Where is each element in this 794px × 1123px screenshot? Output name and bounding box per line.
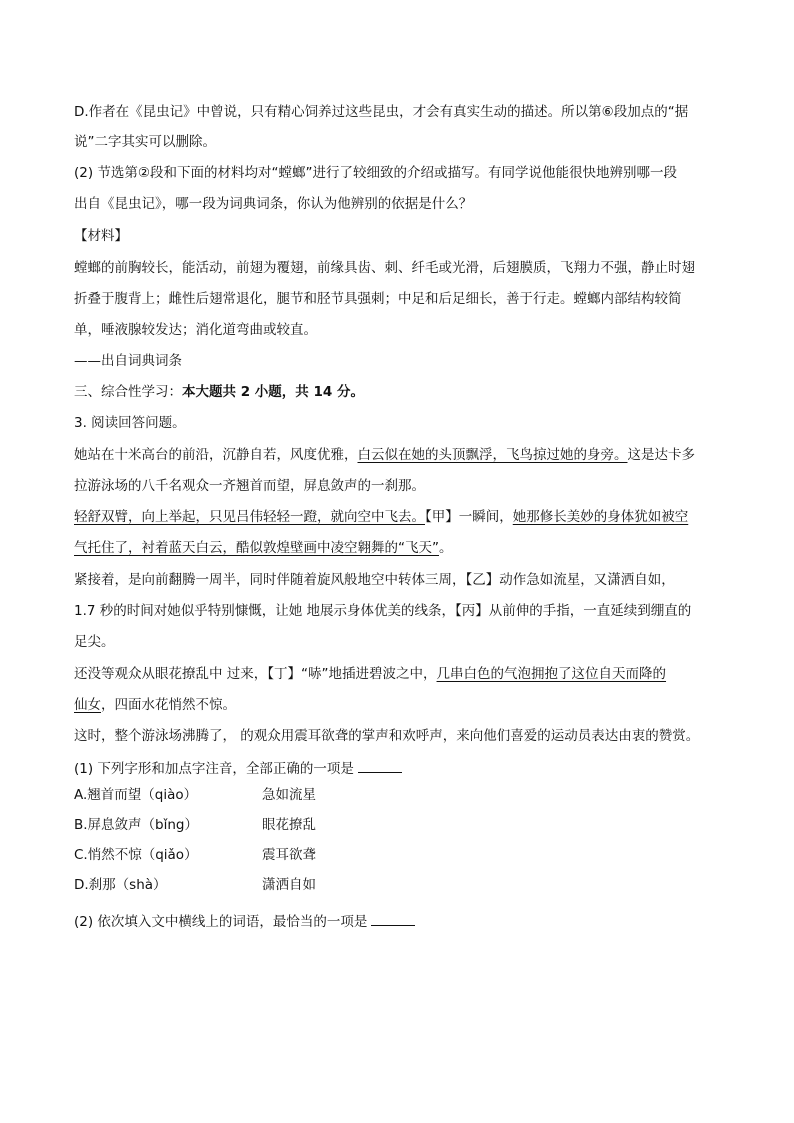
material-line-2: 折叠于腹背上；雌性后翅常退化，腿节和胫节具强刺；中足和后足细长，善于行走。螳螂内部结构较简 [74,291,682,307]
passage-text: 【甲】一瞬间， [425,509,513,525]
passage-p5: 这时，整个游泳场沸腾了， 的观众用震耳欲聋的掌声和欢呼声，来向他们喜爱的运动员表达由衷的赞赏。 [74,728,700,744]
question-2-line-1: (2) 节选第②段和下面的材料均对“螳螂”进行了较细致的介绍或描写。有同学说他能很快地辨别哪一段 [74,165,678,181]
sub-question-2-text: (2) 依次填入文中横线上的词语，最恰当的一项是 [74,914,368,930]
sub-question-1 [74,760,402,778]
answer-blank[interactable] [358,760,402,773]
sub-question-1-text: (1) 下列字形和加点字注音，全部正确的一项是 [74,761,354,777]
option-b-word: 眼花撩乱 [262,817,316,833]
passage-p2-line-2 [74,539,453,557]
sub-question-2 [74,913,415,931]
passage-text: 还没等观众从眼花撩乱中 过来，【丁】“哧”地插进碧波之中， [74,666,437,682]
passage-text: 这是达卡多 [627,447,695,463]
section-3-score-info: 本大题共 2 小题，共 14 分。 [182,384,364,400]
item-d-line-2: 说”二字其实可以删除。 [74,134,216,150]
material-line-1: 螳螂的前胸较长，能活动，前翅为覆翅，前缘具齿、刺、纤毛或光滑，后翅膜质，飞翔力不强，静止时翅 [74,260,695,276]
material-source: ——出自词典词条 [74,353,182,369]
option-b: B.屏息敛声（bǐng） [74,817,198,833]
passage-p2-line-1 [74,508,688,526]
material-heading: 【材料】 [74,228,128,244]
material-line-3: 单，唾液腺较发达；消化道弯曲或较直。 [74,322,317,338]
underlined-text: 白云似在她的头顶飘浮，飞鸟掠过她的身旁。 [357,447,628,463]
passage-p3-line-3: 足尖。 [74,634,115,650]
question-3-title: 3. 阅读回答问题。 [74,415,186,431]
passage-text: 她站在十米高台的前沿，沉静自若，风度优雅， [74,447,358,463]
option-c: C.悄然不惊（qiǎo） [74,847,198,863]
option-a-word: 急如流星 [262,787,316,803]
underlined-text: 轻舒双臂，向上举起，只见吕伟轻轻一蹬，就向空中飞去。 [74,509,425,525]
underlined-text: 气托住了，衬着蓝天白云，酷似敦煌壁画中凌空翱舞的“飞天” [74,540,439,556]
passage-p3-line-2: 1.7 秒的时间对她似乎特别慷慨，让她 地展示身体优美的线条，【丙】从前伸的手指，一直延续到绷直的 [74,603,692,619]
item-d-line-1: D.作者在《昆虫记》中曾说，只有精心饲养过这些昆虫，才会有真实生动的描述。所以第⑥段加点的“据 [74,104,689,120]
underlined-text: 几串白色的气泡拥抱了这位自天而降的 [436,666,667,682]
passage-p1-line-2: 拉游泳场的八千名观众一齐翘首而望，屏息敛声的一刹那。 [74,478,425,494]
passage-p1-line-1 [74,446,695,464]
option-c-word: 震耳欲聋 [262,847,316,863]
passage-text: 。 [439,540,453,556]
question-2-line-2: 出自《昆虫记》，哪一段为词典词条，你认为他辨别的依据是什么？ [74,196,473,212]
underlined-text: 仙女 [74,697,101,713]
answer-blank[interactable] [371,913,415,926]
passage-p4-line-2 [74,696,236,714]
passage-text: ，四面水花悄然不惊。 [101,697,236,713]
passage-p4-line-1 [74,665,666,683]
underlined-text: 她那修长美妙的身体犹如被空 [512,509,689,525]
section-3-prefix: 三、综合性学习： [74,384,182,400]
section-3-heading [74,383,364,401]
option-a: A.翘首而望（qiào） [74,787,198,803]
passage-p3-line-1: 紧接着，是向前翻腾一周半，同时伴随着旋风般地空中转体三周，【乙】动作急如流星，又潇洒自如， [74,572,675,588]
option-d-word: 潇洒自如 [262,877,316,893]
option-d: D.刹那（shà） [74,877,167,893]
